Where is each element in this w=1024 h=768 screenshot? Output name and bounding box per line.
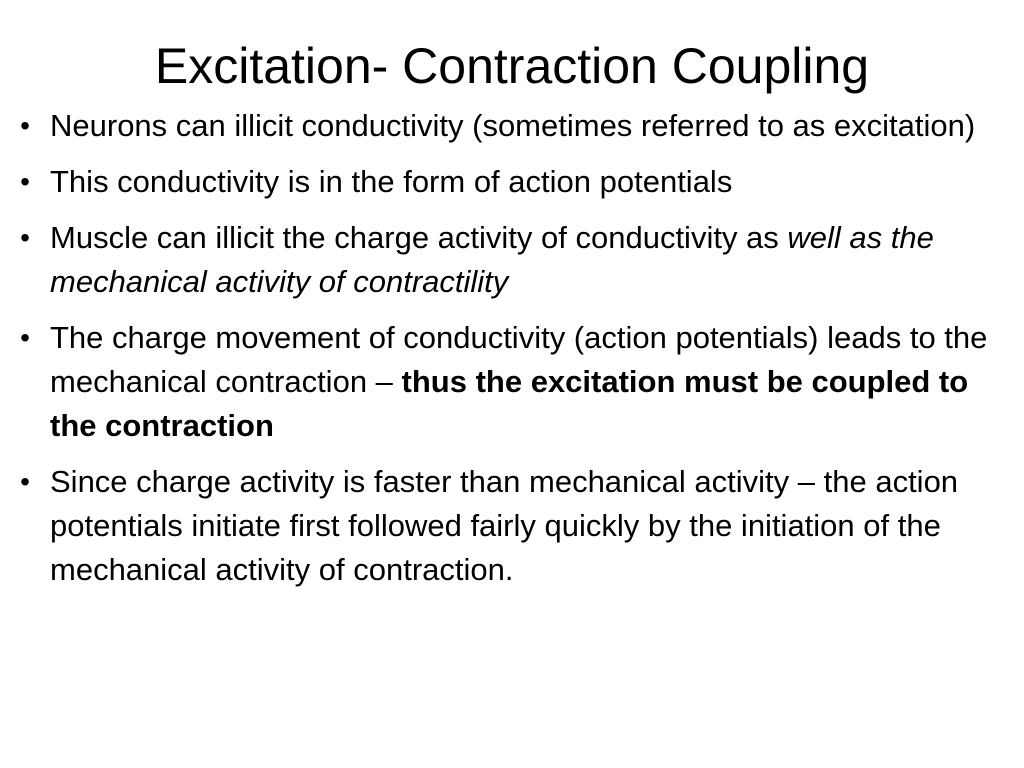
bullet-item-action-potentials	[14, 160, 1014, 204]
bullet-text: Since charge activity is faster than mechanical activity – the action potentials initiate first followed fairly quickly by the initiation of the mechanical activity of contraction.	[50, 464, 959, 587]
bullet-dot-icon: •	[20, 222, 30, 253]
bullet-list	[14, 104, 1014, 604]
bullet-item-muscle	[14, 216, 1014, 304]
bullet-dot-icon: •	[20, 166, 30, 197]
bullet-text: The charge movement of conductivity (action potentials) leads to the mechanical contraction –	[50, 320, 988, 399]
bullet-dot-icon: •	[20, 322, 30, 353]
bullet-text-italic: well as the mechanical activity of contractility	[50, 220, 934, 299]
bullet-item-charge-movement	[14, 316, 1014, 448]
bullet-dot-icon: •	[20, 466, 30, 497]
bullet-item-neurons	[14, 104, 1014, 148]
bullet-item-timing	[14, 460, 1014, 592]
bullet-text-bold: thus the excitation must be coupled to the contraction	[50, 364, 969, 443]
bullet-text: Muscle can illicit the charge activity of conductivity as	[50, 220, 788, 255]
slide-title: Excitation- Contraction Coupling	[154, 38, 870, 94]
bullet-text: Neurons can illicit conductivity (sometimes referred to as excitation)	[50, 108, 976, 143]
bullet-dot-icon: •	[20, 110, 30, 141]
bullet-text: This conductivity is in the form of action potentials	[50, 164, 733, 199]
